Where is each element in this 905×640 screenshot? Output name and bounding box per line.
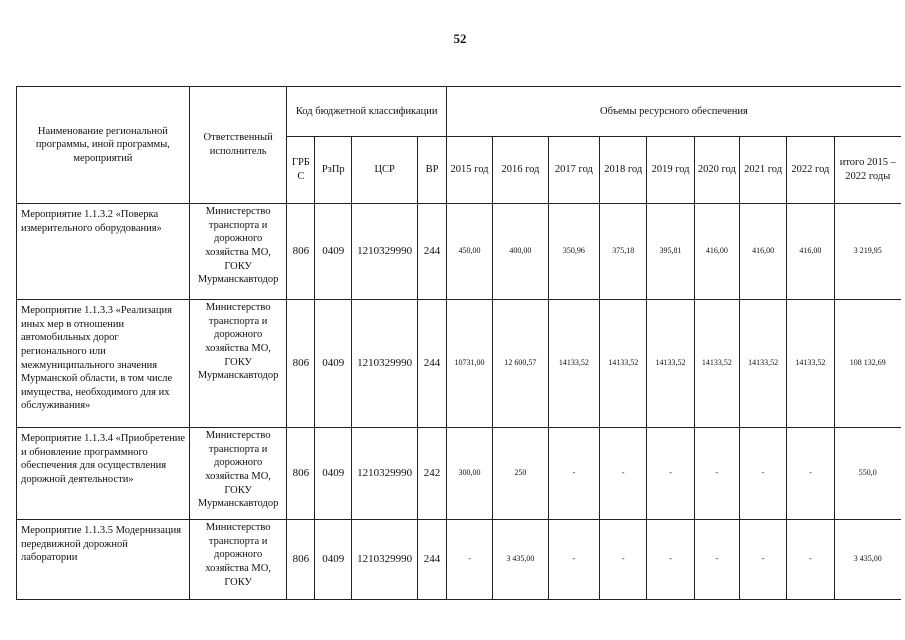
budget-table — [16, 86, 901, 600]
row-value-2022: - — [787, 428, 834, 520]
row-csr: 1210329990 — [352, 428, 418, 520]
row-value-2015: 450,00 — [446, 204, 492, 300]
row-value-2017: - — [548, 520, 599, 600]
row-vr: 244 — [418, 204, 447, 300]
row-value-2021: 416,00 — [739, 204, 786, 300]
row-executor: Министерство транспорта и дорожного хозяйства МО, ГОКУ Мурманскавтодор — [189, 204, 287, 300]
table-row — [17, 428, 902, 520]
header-year-2017: 2017 год — [548, 137, 599, 204]
row-value-2022: 416,00 — [787, 204, 834, 300]
row-value-2020: 416,00 — [694, 204, 739, 300]
row-rzpr: 0409 — [315, 428, 352, 520]
header-total: итого 2015 – 2022 годы — [834, 137, 901, 204]
row-value-total: 550,0 — [834, 428, 901, 520]
header-year-2021: 2021 год — [739, 137, 786, 204]
table-row — [17, 300, 902, 428]
row-vr: 244 — [418, 300, 447, 428]
row-value-total: 3 219,95 — [834, 204, 901, 300]
row-value-2017: 350,96 — [548, 204, 599, 300]
row-value-2017: - — [548, 428, 599, 520]
row-value-total: 3 435,00 — [834, 520, 901, 600]
row-value-2021: 14133,52 — [739, 300, 786, 428]
header-vr: ВР — [418, 137, 447, 204]
row-value-total: 108 132,69 — [834, 300, 901, 428]
row-value-2015: 300,00 — [446, 428, 492, 520]
row-value-2015: 10731,00 — [446, 300, 492, 428]
row-value-2021: - — [739, 428, 786, 520]
header-year-2020: 2020 год — [694, 137, 739, 204]
row-value-2020: 14133,52 — [694, 300, 739, 428]
row-csr: 1210329990 — [352, 204, 418, 300]
row-vr: 242 — [418, 428, 447, 520]
row-value-2021: - — [739, 520, 786, 600]
header-name-col: Наименование региональной программы, иной программы, мероприятий — [17, 87, 190, 204]
row-grbs: 806 — [287, 520, 315, 600]
header-row-1 — [17, 87, 902, 137]
row-grbs: 806 — [287, 204, 315, 300]
row-csr: 1210329990 — [352, 300, 418, 428]
row-value-2016: 400,00 — [493, 204, 549, 300]
row-value-2019: - — [647, 428, 694, 520]
row-name: Мероприятие 1.1.3.5 Модернизация передвижной дорожной лаборатории — [17, 520, 190, 600]
header-year-2016: 2016 год — [493, 137, 549, 204]
header-executor-col: Ответственный исполнитель — [189, 87, 287, 204]
row-rzpr: 0409 — [315, 300, 352, 428]
row-value-2020: - — [694, 428, 739, 520]
header-grbs: ГРБ С — [287, 137, 315, 204]
row-rzpr: 0409 — [315, 520, 352, 600]
header-year-2018: 2018 год — [600, 137, 647, 204]
row-value-2017: 14133,52 — [548, 300, 599, 428]
row-value-2019: - — [647, 520, 694, 600]
row-name: Мероприятие 1.1.3.2 «Поверка измерительного оборудования» — [17, 204, 190, 300]
row-executor: Министерство транспорта и дорожного хозяйства МО, ГОКУ — [189, 520, 287, 600]
row-value-2022: 14133,52 — [787, 300, 834, 428]
header-year-2019: 2019 год — [647, 137, 694, 204]
row-csr: 1210329990 — [352, 520, 418, 600]
row-value-2016: 3 435,00 — [493, 520, 549, 600]
row-grbs: 806 — [287, 300, 315, 428]
row-name: Мероприятие 1.1.3.3 «Реализация иных мер в отношении автомобильных дорог регионального или межмуниципального значения Мурманской области, в том числе имущества, необходимого для их обслуживания» — [17, 300, 190, 428]
header-resources-group: Объемы ресурсного обеспечения — [446, 87, 901, 137]
header-rzpr: РзПр — [315, 137, 352, 204]
row-value-2015: - — [446, 520, 492, 600]
row-executor: Министерство транспорта и дорожного хозяйства МО, ГОКУ Мурманскавтодор — [189, 300, 287, 428]
header-csr: ЦСР — [352, 137, 418, 204]
row-grbs: 806 — [287, 428, 315, 520]
row-value-2018: - — [600, 428, 647, 520]
page-number: 52 — [453, 31, 467, 46]
header-budget-code-group: Код бюджетной классификации — [287, 87, 446, 137]
row-value-2019: 395,81 — [647, 204, 694, 300]
row-value-2022: - — [787, 520, 834, 600]
row-rzpr: 0409 — [315, 204, 352, 300]
row-name: Мероприятие 1.1.3.4 «Приобретение и обновление программного обеспечения для осуществления дорожной деятельности» — [17, 428, 190, 520]
row-vr: 244 — [418, 520, 447, 600]
row-value-2016: 12 600,57 — [493, 300, 549, 428]
row-value-2016: 250 — [493, 428, 549, 520]
row-value-2018: 14133,52 — [600, 300, 647, 428]
row-value-2018: 375,18 — [600, 204, 647, 300]
row-value-2019: 14133,52 — [647, 300, 694, 428]
row-value-2018: - — [600, 520, 647, 600]
row-value-2020: - — [694, 520, 739, 600]
header-year-2022: 2022 год — [787, 137, 834, 204]
table-row — [17, 520, 902, 600]
table-row — [17, 204, 902, 300]
row-executor: Министерство транспорта и дорожного хозяйства МО, ГОКУ Мурманскавтодор — [189, 428, 287, 520]
header-year-2015: 2015 год — [446, 137, 492, 204]
